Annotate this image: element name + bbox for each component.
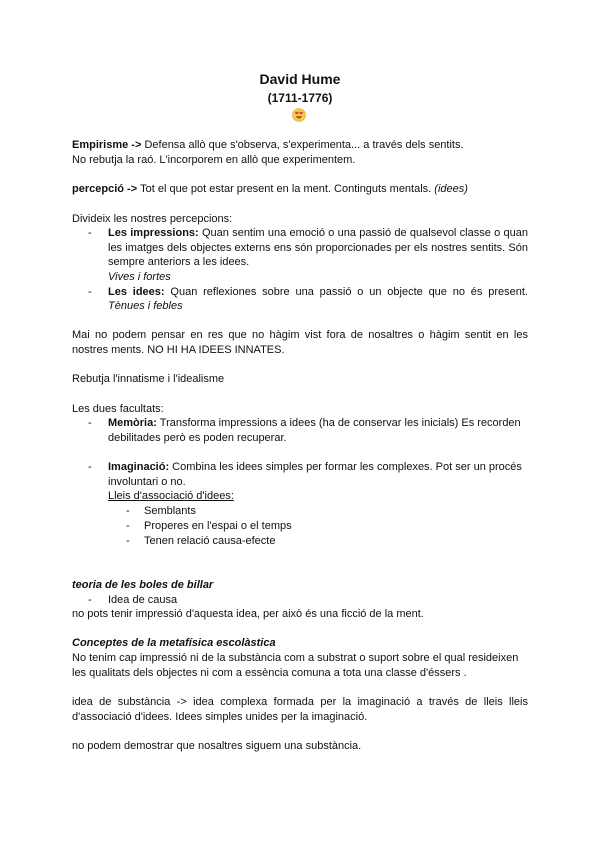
bullet: - bbox=[88, 594, 92, 606]
empirisme-term: Empirisme bbox=[72, 139, 129, 151]
bullet: - bbox=[88, 461, 92, 473]
page-subtitle-years: (1711-1776) bbox=[267, 91, 333, 105]
substancia-paragraph: idea de substància -> idea complexa formada per la imaginació a través de lleis lleis d'associació d'idees. Idees simples unides per la imaginació. bbox=[72, 696, 528, 723]
lleis-title: Lleis d'associació d'idees: bbox=[108, 490, 234, 502]
idees-note bbox=[108, 299, 528, 314]
percepcions-intro: Divideix les nostres percepcions: bbox=[72, 213, 233, 225]
memoria-term: Memòria: bbox=[108, 417, 157, 429]
list-item-idees bbox=[108, 285, 528, 300]
bullet: - bbox=[126, 535, 130, 547]
bullet: - bbox=[88, 417, 92, 429]
facultats-intro: Les dues facultats: bbox=[72, 403, 164, 415]
impressions-text: Quan sentim una emoció o una passió de qualsevol classe o quan les imatges dels objectes externs ens són proporcionades per els nostres sentits. Són sempre anteriors a les idees. bbox=[108, 227, 529, 269]
empirisme-definition bbox=[72, 138, 528, 153]
percepcio-term: percepció bbox=[72, 183, 124, 195]
bullet: - bbox=[126, 520, 130, 532]
list-item-impressions bbox=[108, 226, 528, 270]
memoria-text: Transforma impressions a idees (ha de conservar les inicials) Es recorden debilitades però es poden recuperar. bbox=[108, 417, 521, 444]
heart-eyes-emoji-icon bbox=[292, 108, 306, 122]
idees-term: Les idees: bbox=[108, 286, 165, 298]
billar-item: Idea de causa bbox=[108, 594, 178, 606]
lleis-item: Semblants bbox=[144, 505, 196, 517]
percepcio-note: (idees) bbox=[434, 183, 468, 195]
bullet: - bbox=[88, 227, 92, 239]
percepcio-text: Tot el que pot estar present en la ment. Continguts mentals. bbox=[140, 183, 435, 195]
escolastica-paragraph: No tenim cap impressió ni de la substància com a substrat o suport sobre el qual resideixen les qualitats dels objectes ni com a essència comuna a tota una classe d'éssers . bbox=[72, 652, 519, 679]
idees-text: Quan reflexiones sobre una passió o un objecte que no és present. bbox=[164, 286, 528, 298]
imaginacio-text: Combina les idees simples per formar les complexes. Pot ser un procés involuntari o no. bbox=[108, 461, 522, 488]
percepcio-arrow: -> bbox=[123, 183, 141, 195]
percepcio-definition bbox=[72, 182, 528, 197]
impressions-note-text: Vives i fortes bbox=[108, 271, 171, 283]
list-item-imaginacio bbox=[108, 460, 528, 489]
escolastica-heading-text: Conceptes de la metafísica escolàstica bbox=[72, 637, 276, 649]
bullet: - bbox=[88, 286, 92, 298]
page-title: David Hume bbox=[259, 71, 341, 87]
escolastica-heading bbox=[72, 636, 528, 651]
lleis-item: Tenen relació causa-efecte bbox=[144, 535, 276, 547]
rebutja-paragraph: Rebutja l'innatisme i l'idealisme bbox=[72, 373, 225, 385]
impressions-note bbox=[108, 270, 528, 285]
billar-text: no pots tenir impressió d'aquesta idea, per això és una ficció de la ment. bbox=[72, 608, 424, 620]
list-item-memoria bbox=[108, 416, 528, 445]
bullet: - bbox=[126, 505, 130, 517]
lleis-item: Properes en l'espai o el temps bbox=[144, 520, 292, 532]
substancia-final: no podem demostrar que nosaltres siguem una substància. bbox=[72, 740, 362, 752]
billar-heading-text: teoria de les boles de billar bbox=[72, 579, 214, 591]
empirisme-text: Defensa allò que s'observa, s'experimenta... a través dels sentits. bbox=[144, 139, 464, 151]
billar-heading bbox=[72, 578, 528, 593]
empirisme-arrow: -> bbox=[128, 139, 145, 151]
empirisme-line2: No rebutja la raó. L'incorporem en allò que experimentem. bbox=[72, 154, 356, 166]
idees-innates-paragraph: Mai no podem pensar en res que no hàgim vist fora de nosaltres o hàgim sentit en les nostres ments. NO HI HA IDEES INNATES. bbox=[72, 329, 528, 356]
imaginacio-term: Imaginació: bbox=[108, 461, 170, 473]
idees-note-text: Tènues i febles bbox=[108, 300, 183, 312]
impressions-term: Les impressions: bbox=[108, 227, 199, 239]
